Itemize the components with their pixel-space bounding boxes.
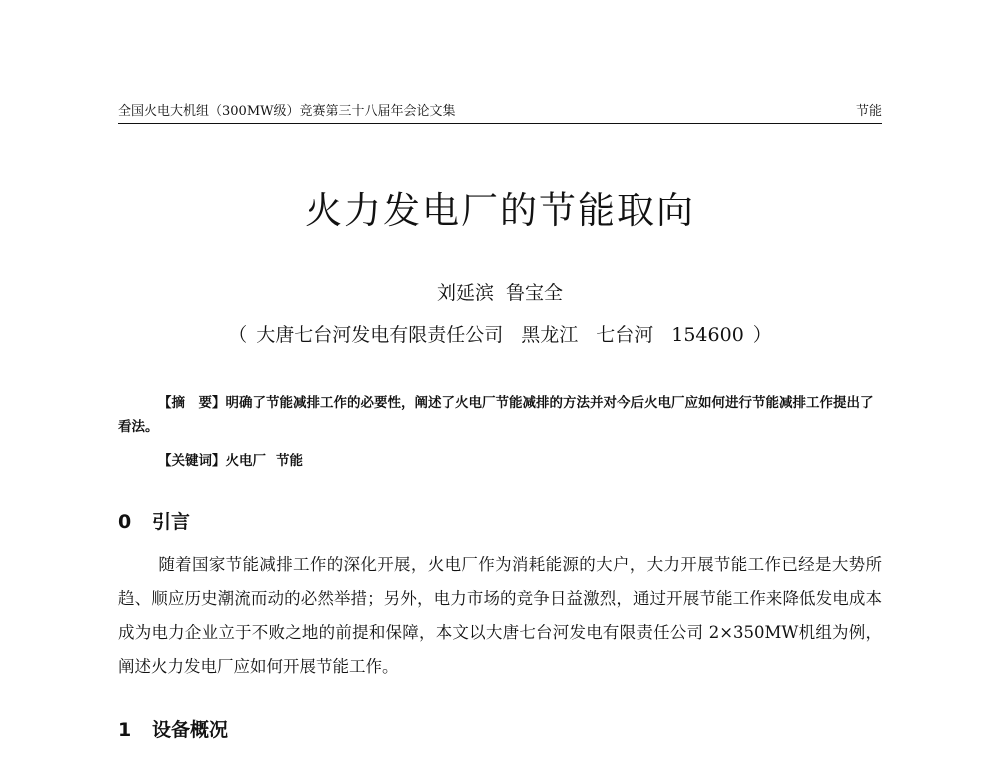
paper-title: 火力发电厂的节能取向 — [305, 189, 695, 232]
affiliation-province: 黑龙江 — [521, 324, 579, 346]
keyword-item: 火电厂 — [225, 453, 266, 469]
affiliation-open-paren: （ — [228, 324, 248, 346]
section-title: 设备概况 — [152, 719, 229, 741]
abstract — [118, 391, 882, 439]
affiliation-postcode: 154600 — [671, 324, 744, 346]
header-section-label: 节能 — [855, 104, 882, 119]
introduction-paragraph — [118, 548, 882, 684]
section-number: 1 — [118, 719, 132, 741]
keyword-item: 节能 — [276, 453, 303, 469]
affiliation-company: 大唐七台河发电有限责任公司 — [256, 324, 504, 346]
abstract-label: 【摘 要】 — [158, 395, 226, 411]
running-header — [118, 104, 882, 124]
section-title: 引言 — [152, 511, 191, 533]
affiliation-close-paren: ） — [752, 324, 772, 346]
paragraph-text: 随着国家节能减排工作的深化开展，火电厂作为消耗能源的大户，大力开展节能工作已经是大势所趋、顺应历史潮流而动的必然举措；另外，电力市场的竞争日益激烈，通过开展节能工作来降低发电成本成为电力企业立于不败之地的前提和保障，本文以大唐七台河发电有限责任公司 2×350MW机组为例，阐述火力发电厂应如何开展节能工作。 — [118, 555, 882, 676]
section-heading-equipment-overview — [118, 717, 228, 743]
section-number: 0 — [118, 511, 132, 533]
section-heading-introduction — [118, 509, 190, 535]
abstract-text: 明确了节能减排工作的必要性，阐述了火电厂节能减排的方法并对今后火电厂应如何进行节能减排工作提出了看法。 — [118, 395, 874, 435]
keywords-label: 【关键词】 — [158, 453, 226, 469]
author-affiliation — [0, 322, 1000, 348]
paper-authors: 刘延滨 鲁宝全 — [436, 282, 564, 304]
header-proceedings-title: 全国火电大机组（300MW级）竞赛第三十八届年会论文集 — [118, 104, 456, 119]
affiliation-city: 七台河 — [596, 324, 654, 346]
keywords — [158, 449, 882, 473]
